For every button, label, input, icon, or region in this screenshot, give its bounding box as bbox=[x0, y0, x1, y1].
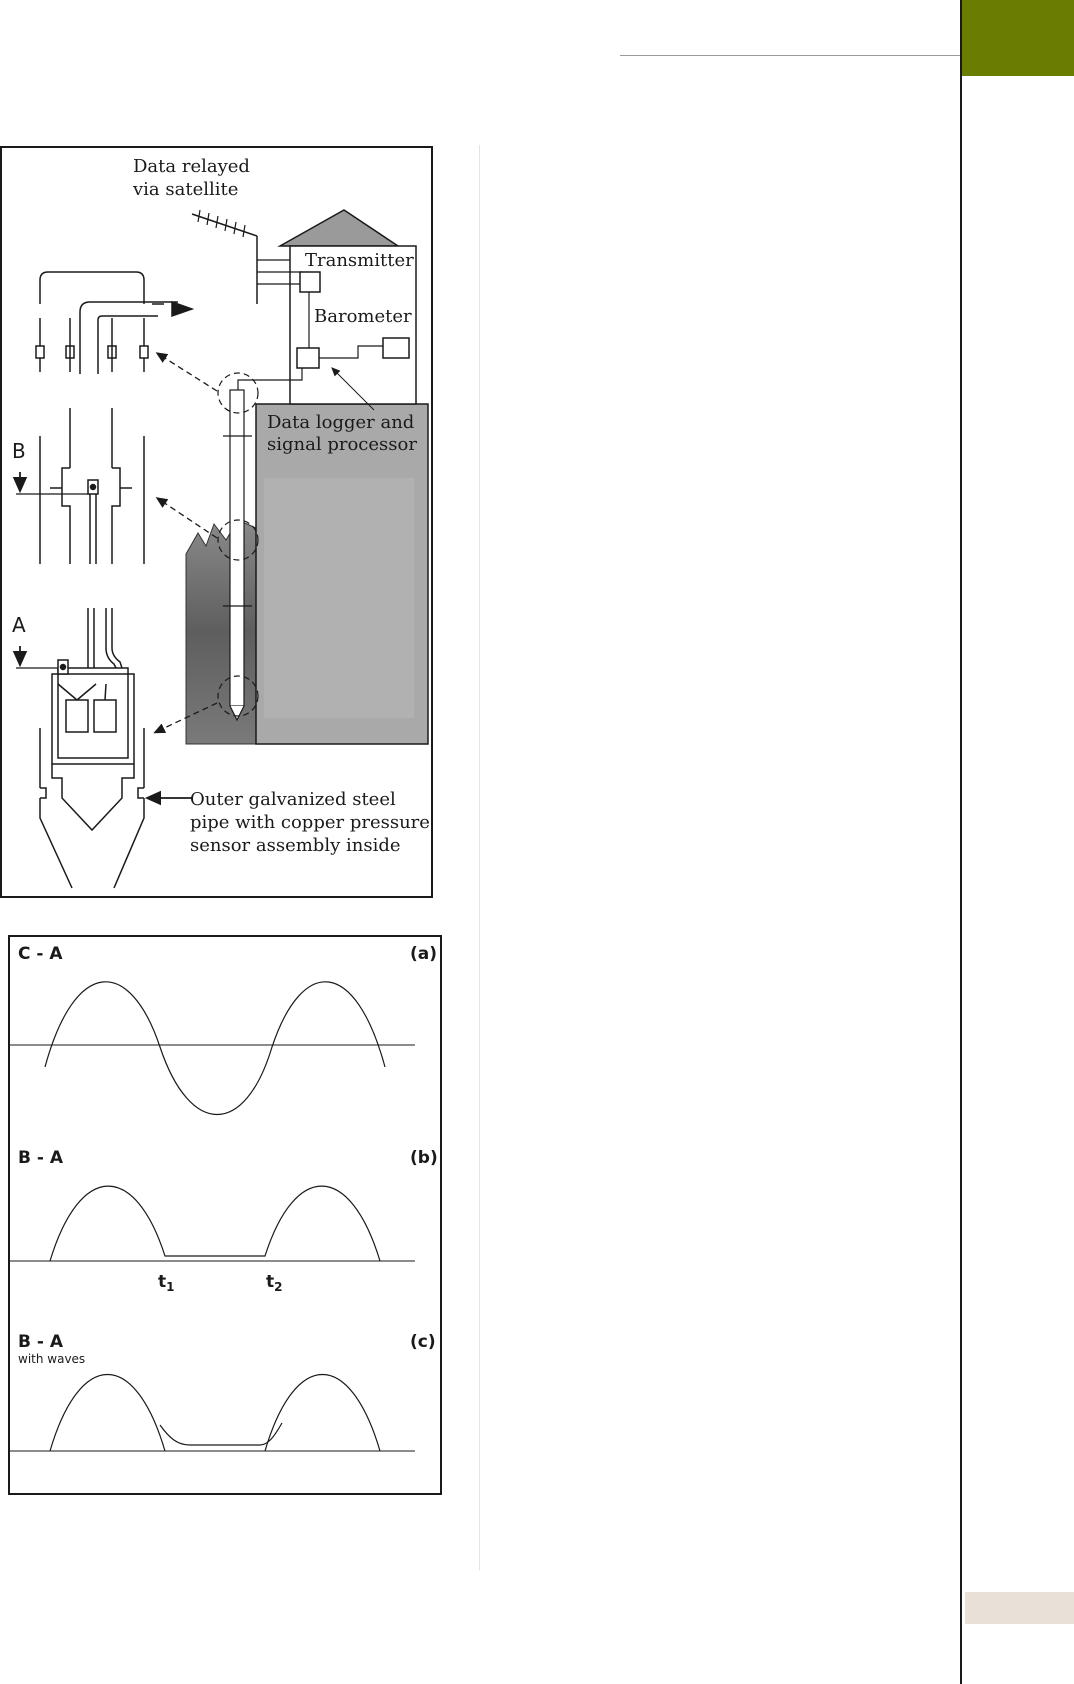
panel-c-tag: (c) bbox=[410, 1332, 436, 1352]
panel-a-curve bbox=[45, 982, 385, 1115]
satellite-label-2: via satellite bbox=[133, 179, 239, 200]
detail-sensor-assembly bbox=[16, 608, 192, 888]
logger-box bbox=[297, 348, 319, 368]
panel-b-label: B - A bbox=[18, 1148, 64, 1168]
column-divider bbox=[479, 145, 480, 1570]
sensor-pipe bbox=[230, 390, 244, 706]
logger-label-1: Data logger and bbox=[267, 412, 415, 433]
pipe-label-3: sensor assembly inside bbox=[190, 835, 401, 856]
detail-pipe-top bbox=[36, 272, 192, 374]
rock-shoreline bbox=[186, 520, 256, 744]
panel-a-tag: (a) bbox=[410, 944, 438, 964]
port-b-label: B bbox=[12, 439, 26, 463]
pipe-label-1: Outer galvanized steel bbox=[190, 789, 396, 810]
pipe-label-2: pipe with copper pressure bbox=[190, 812, 430, 833]
page-number-tab bbox=[965, 1592, 1074, 1624]
panel-c-wave bbox=[160, 1423, 282, 1445]
pressure-signal-figure bbox=[8, 935, 442, 1495]
t1-label: $t_1$ bbox=[158, 1272, 175, 1294]
station-roof bbox=[280, 210, 398, 246]
antenna-icon bbox=[192, 210, 302, 304]
satellite-label-1: Data relayed bbox=[133, 156, 250, 177]
panel-c-label: B - A bbox=[18, 1332, 64, 1352]
chapter-tab bbox=[961, 0, 1074, 76]
panel-b-tag: (b) bbox=[410, 1148, 438, 1168]
margin-line bbox=[960, 0, 962, 1684]
panel-c-curve bbox=[50, 1375, 165, 1452]
t2-label: $t_2$ bbox=[266, 1272, 283, 1294]
barometer-label: Barometer bbox=[314, 306, 412, 327]
port-a-label: A bbox=[12, 613, 26, 637]
panel-c-curve-2 bbox=[265, 1375, 380, 1452]
detail-port-b bbox=[16, 408, 144, 564]
header-rule bbox=[620, 55, 960, 56]
barometer-box bbox=[383, 338, 409, 358]
sensor-installation-figure bbox=[0, 146, 433, 898]
panel-a-label: C - A bbox=[18, 944, 63, 964]
panel-b-curve bbox=[50, 1186, 380, 1261]
transmitter-box bbox=[300, 272, 320, 292]
transmitter-label: Transmitter bbox=[305, 250, 414, 271]
panel-c-sublabel: with waves bbox=[18, 1352, 86, 1366]
logger-label-2: signal processor bbox=[267, 434, 417, 455]
